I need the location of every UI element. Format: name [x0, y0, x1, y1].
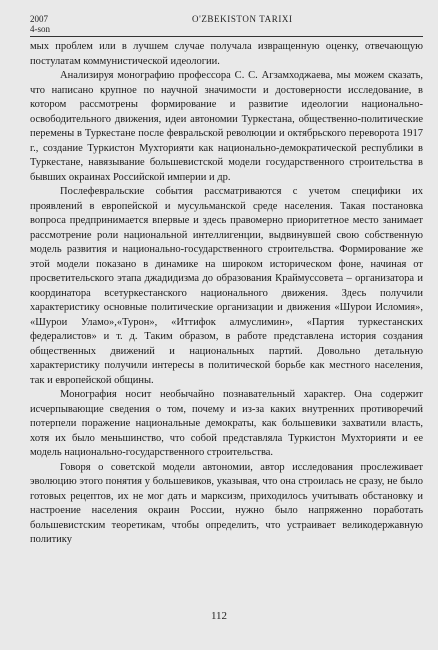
- paragraph-5: Говоря о советской модели автономии, автор исследования прослеживает эволюцию этого понятия у большевиков, указывая, что она строилась не сразу, не было готовых рецептов, их не мог дать и марксизм, приходилось учитывать обстановку и настроение населения окраин России, нужно было напряженно поработать большевистским теоретикам, чтобы определить, что устраивает великодержавную политику: [30, 461, 423, 545]
- paragraph-3: Послефевральские события рассматриваются с учетом специфики их проявлений в европейской и мусульманской среде населения. Такая постановка вопроса предпринимается впервые и здесь правомерно приоритетное место занимает рассмотрение роли национальной интеллигенции, выдвинувшей свою собственную модель развития и национально-государственного строительства. Формирование же этой модели показано в динамике на широком историческом фоне, начиная от просветительского этапа джадидизма до образования Краймуссовета – организатора и координатора всетуркестанского национального движения. Здесь получили характеристику основные политические организации и движения «Шурои Исломия», «Шурои Уламо»,«Турон», «Иттифок алмуслимин», «Партия туркестанских федералистов» и т. д. Таким образом, в работе представлена история создания общественных движений и национальных партий. Довольно детальную характеристику получили интересы в политической борьбе как местного населения, так и европейской общины.: [30, 186, 423, 386]
- journal-title: O'ZBEKISTON TARIXI: [192, 14, 293, 24]
- paragraph-4: Монография носит необычайно познавательный характер. Она содержит исчерпывающие сведения о том, почему и из-за каких внутренних противоречий потерпели поражение национальные демократы, как большевики захватили власть, хотя их было меньшинство, что собой представляла Туркистон Мухторияти и ее модель национально-государственного строительства.: [30, 389, 423, 458]
- page-number: 112: [210, 610, 228, 622]
- header-issue: 4-son: [30, 24, 50, 34]
- header-year: 2007: [30, 14, 48, 24]
- header-rule: [30, 36, 423, 37]
- body-text: [30, 40, 423, 548]
- paragraph-2: Анализируя монографию профессора С. С. Агзамходжаева, мы можем сказать, что написано крупное по научной значимости и достоверности исследование, в котором рассмотрены формирование и развитие идеологии национально-освободительного движения, идеи автономии Туркестана, общественно-политические перемены в Туркестане после февральской революции и октябрьского переворота 1917 г., создание Туркистон Мухторияти как национально-демократической республики в Туркестане, навязывание большевистской модели государственного строительства в бывших окраинах Российской империи и др.: [30, 70, 423, 183]
- paragraph-1: мых проблем или в лучшем случае получала извращенную оценку, отвечающую постулатам коммунистической идеологии.: [30, 41, 423, 67]
